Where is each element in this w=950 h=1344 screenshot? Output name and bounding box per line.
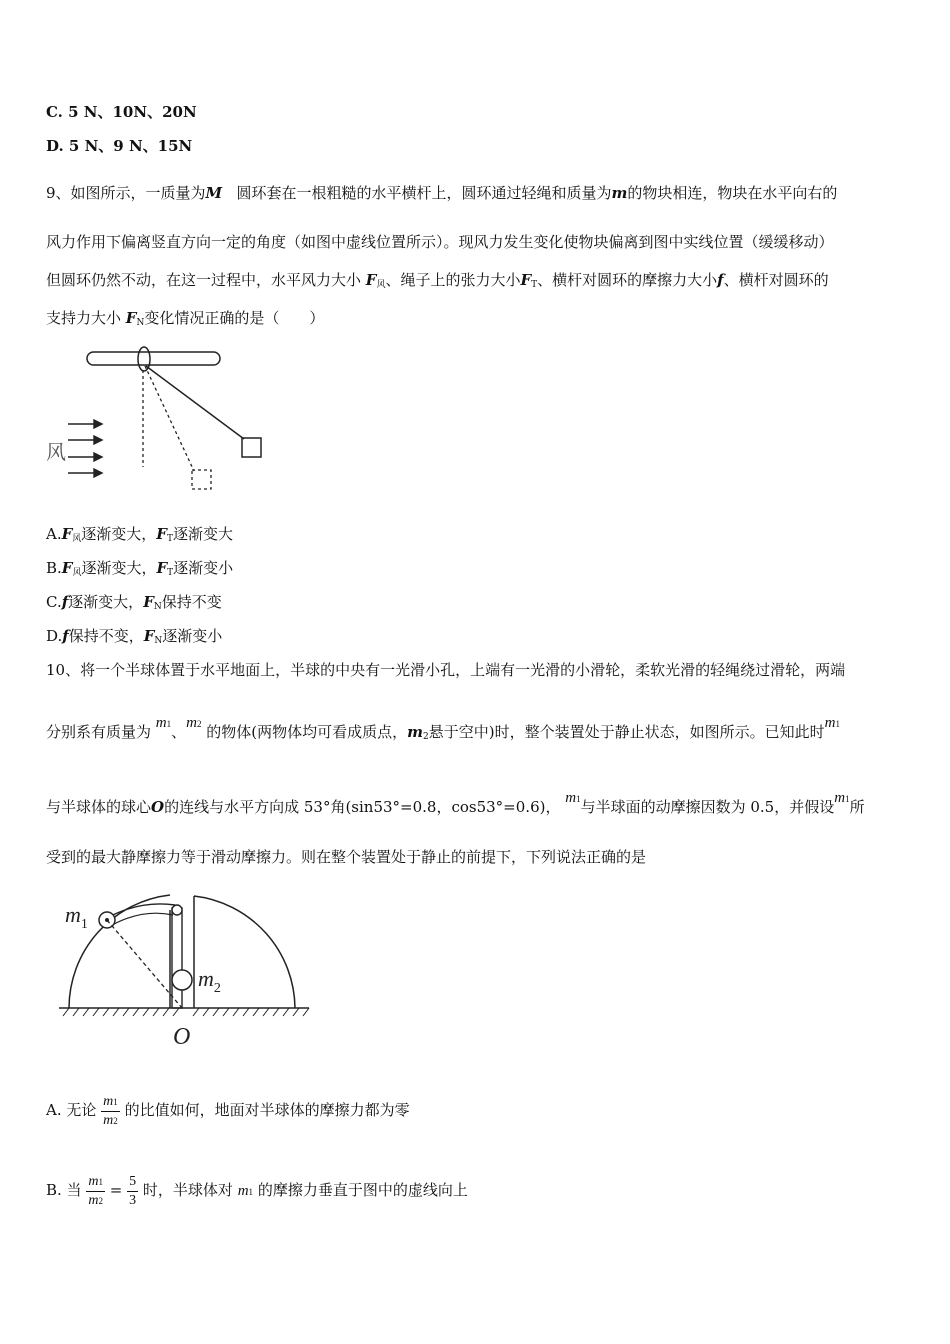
q10-line-4: 受到的最大静摩擦力等于滑动摩擦力。则在整个装置处于静止的前提下，下列说法正确的是 (46, 848, 647, 866)
q9-option-d: D.f保持不变，$F_N$逐渐变小 (46, 627, 223, 646)
q9-line-3: 但圆环仍然不动，在这一过程中，水平风力大小 $F_风$、绳子上的张力大小$F_T$、横杆对圆环的摩擦力大小f、横杆对圆环的 (46, 271, 829, 290)
q10-line-1: 10、将一个半球体置于水平地面上，半球的中央有一光滑小孔，上端有一光滑的小滑轮，柔软光滑的轻绳绕过滑轮，两端 (46, 661, 846, 679)
option-d-prev: D. 5 N、9 N、15N (46, 137, 193, 155)
hemisphere-right (194, 896, 295, 1008)
fraction-m1-m2: $\frac{m1}{m2}$ (103, 1093, 118, 1128)
rope-solid (146, 366, 244, 439)
mass-m2 (172, 970, 192, 990)
pulley-post (172, 908, 182, 1008)
label-m2: $m_2$ (198, 966, 221, 996)
wind-arrows (68, 420, 102, 477)
pulley (172, 905, 182, 915)
q9-option-c: C.f逐渐变大，$F_N$保持不变 (46, 593, 222, 612)
q10-line-2: 分别系有质量为 m1、m2 的物体(两物体均可看成质点，$m_2$悬于空中)时，整个装置处于静止状态，如图所示。已知此时m1 (46, 715, 840, 742)
q10-option-a: A. 无论 $\frac{m1}{m2}$ 的比值如何，地面对半球体的摩擦力都为零 (46, 1093, 410, 1128)
block-solid (242, 438, 261, 457)
q10-option-b: B. 当 $\frac{m1}{m2}$ = $\frac{5}{3}$ 时，半球体对 m1 的摩擦力垂直于图中的虚线向上 (46, 1173, 468, 1208)
q9-option-a: $A.F_风$逐渐变大，$F_T$逐渐变大 (46, 525, 233, 544)
ground-hatch (63, 1008, 309, 1016)
q10-line-3: 与半球体的球心O的连线与水平方向成 53°角(sin53°=0.8，cos53°=0.6)， m1与半球面的动摩擦因数为 0.5，并假设m1所 (46, 790, 865, 816)
label-O: O (173, 1024, 191, 1050)
wind-label: 风 (46, 442, 66, 464)
q10-figure (55, 890, 315, 1060)
q9-line-4: 支持力大小 $F_N$变化情况正确的是（ ） (46, 309, 325, 328)
q9-line-2: 风力作用下偏离竖直方向一定的角度（如图中虚线位置所示）。现风力发生变化使物块偏离到图中实线位置（缓缓移动） (46, 233, 834, 251)
q9-line-1: 9、如图所示，一质量为M 圆环套在一根粗糙的水平横杆上，圆环通过轻绳和质量为m的物块相连，物块在水平向右的 (46, 184, 838, 202)
label-m1: $m_1$ (65, 902, 88, 932)
fraction-m1-m2-b: $\frac{m1}{m2}$ (88, 1173, 103, 1208)
block-dashed (192, 470, 211, 489)
q9-figure (40, 340, 280, 500)
fraction-5-3: $\frac{5}{3}$ (129, 1173, 137, 1208)
horizontal-rod (87, 352, 220, 365)
q9-option-b: $B.F_风$逐渐变大，$F_T$逐渐变小 (46, 559, 234, 578)
rope-dashed (145, 366, 194, 471)
option-c-prev: C. 5 N、10N、20N (46, 103, 197, 121)
